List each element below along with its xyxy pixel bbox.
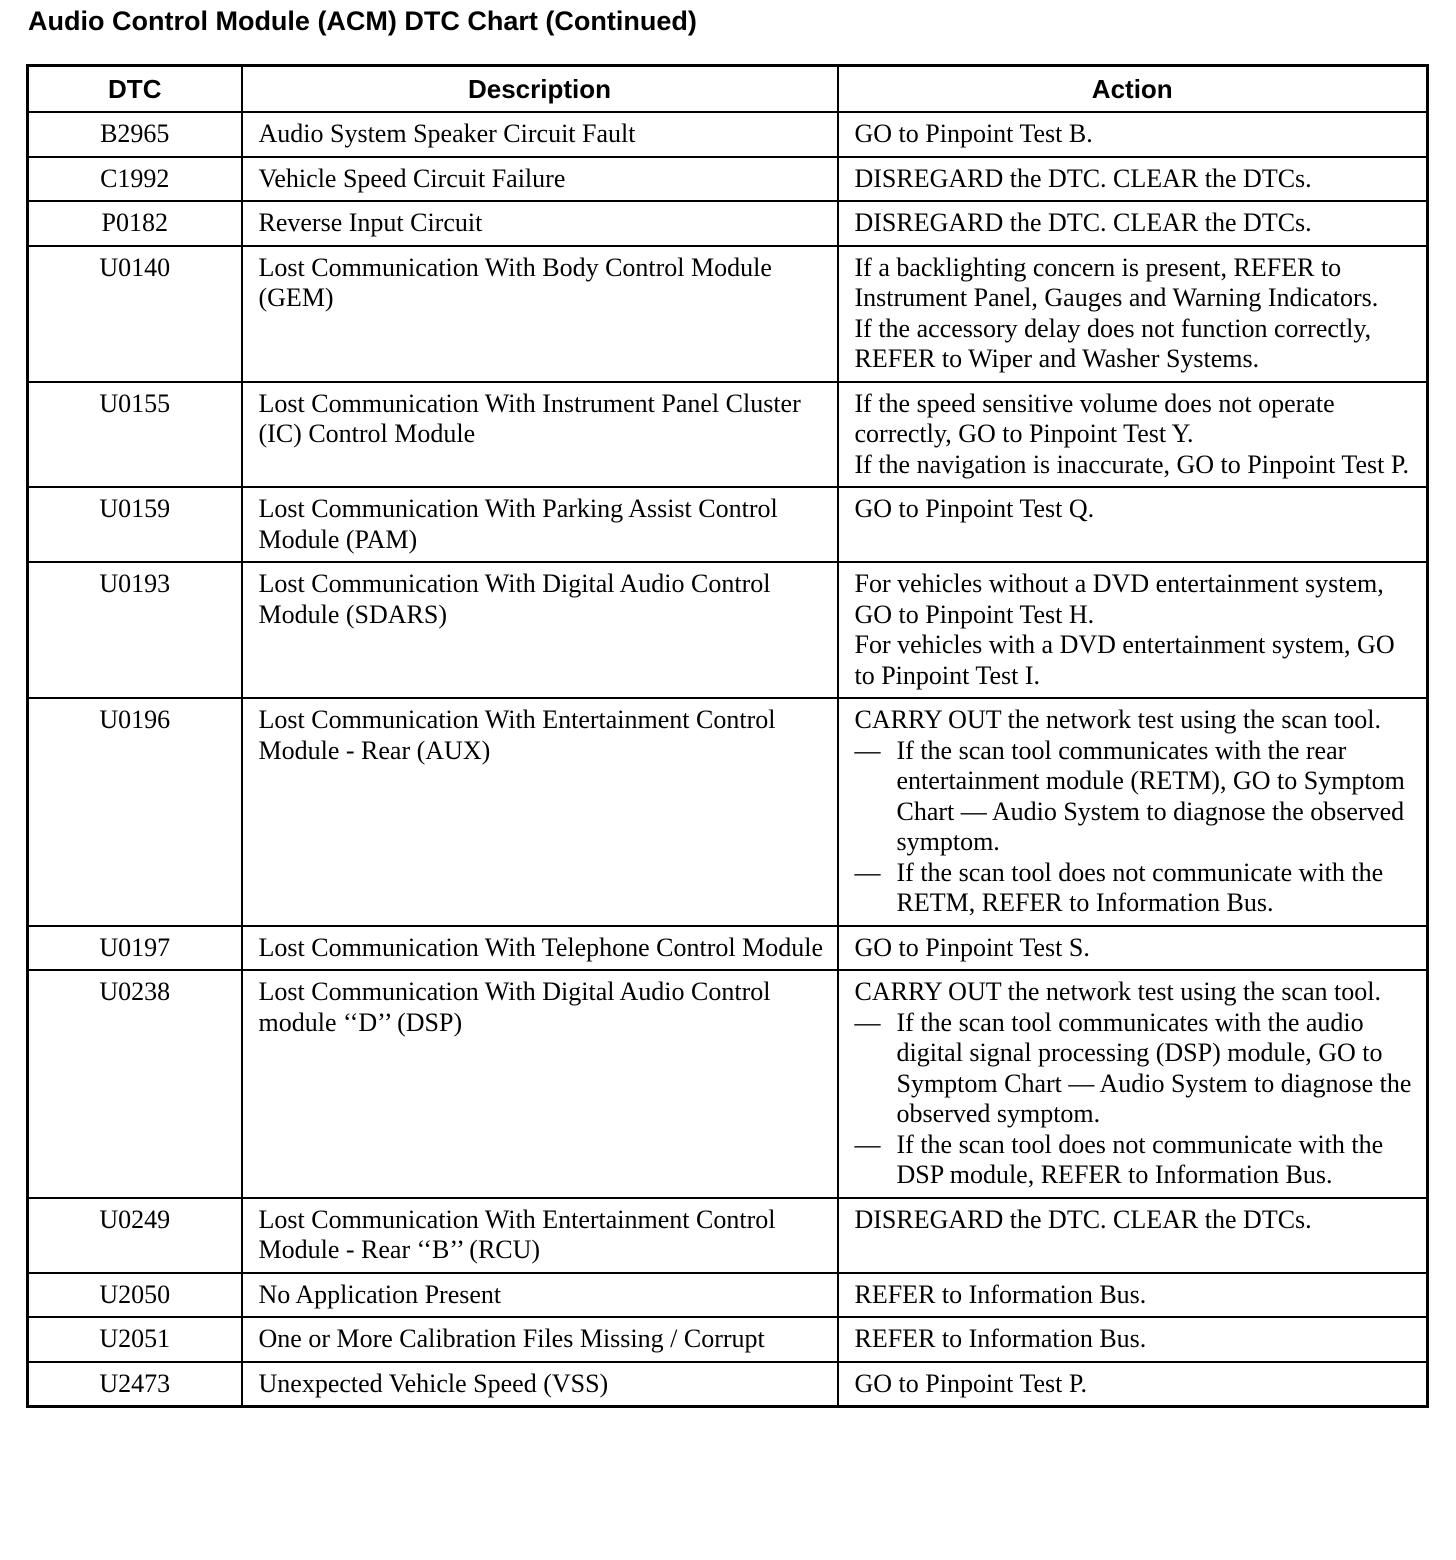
- dtc-action: [838, 246, 1428, 382]
- action-paragraph: DISREGARD the DTC. CLEAR the DTCs.: [854, 208, 1312, 237]
- dtc-code: U0238: [28, 970, 242, 1198]
- dtc-code: C1992: [28, 157, 242, 202]
- action-paragraph: If the navigation is inaccurate, GO to Pinpoint Test P.: [854, 449, 1409, 479]
- dtc-code: U2050: [28, 1273, 242, 1318]
- table-row: [28, 926, 1428, 971]
- table-row: [28, 562, 1428, 698]
- dtc-action: [838, 698, 1428, 926]
- action-paragraph: REFER to Information Bus.: [854, 1279, 1147, 1309]
- bullet-dash: —: [854, 857, 881, 887]
- table-row: [28, 1198, 1428, 1273]
- dtc-action: [838, 1317, 1428, 1362]
- dtc-code: U0155: [28, 382, 242, 488]
- dtc-action: [838, 487, 1428, 562]
- bullet-dash: —: [854, 735, 881, 765]
- action-bullet: [855, 736, 1419, 858]
- table-row: [28, 487, 1428, 562]
- dtc-code: U2473: [28, 1362, 242, 1407]
- table-body: [28, 112, 1428, 1407]
- dtc-action: [838, 970, 1428, 1198]
- action-paragraph: If the speed sensitive volume does not operate correctly, GO to Pinpoint Test Y.: [854, 388, 1335, 448]
- dtc-description: Lost Communication With Digital Audio Control Module (SDARS): [242, 562, 838, 698]
- dtc-code: U0193: [28, 562, 242, 698]
- dtc-action: [838, 562, 1428, 698]
- dtc-code: U0159: [28, 487, 242, 562]
- action-bullet: [855, 858, 1419, 919]
- action-paragraph: REFER to Information Bus.: [854, 1324, 1147, 1353]
- dtc-description: Lost Communication With Entertainment Control Module - Rear (AUX): [242, 698, 838, 926]
- bullet-text: If the scan tool does not communicate with the DSP module, REFER to Information Bus.: [896, 1129, 1384, 1189]
- header-action: Action: [838, 66, 1428, 113]
- dtc-description: Lost Communication With Telephone Control Module: [242, 926, 838, 971]
- dtc-description: Lost Communication With Instrument Panel Cluster (IC) Control Module: [242, 382, 838, 488]
- bullet-text: If the scan tool communicates with the rear entertainment module (RETM), GO to Symptom Chart — Audio System to diagnose the observed symptom.: [896, 735, 1405, 856]
- bullet-dash: —: [854, 1007, 881, 1037]
- table-row: [28, 1317, 1428, 1362]
- header-description: Description: [242, 66, 838, 113]
- table-row: [28, 246, 1428, 382]
- action-paragraph: If the accessory delay does not function correctly, REFER to Wiper and Washer Systems.: [854, 313, 1372, 373]
- action-paragraph: For vehicles with a DVD entertainment system, GO to Pinpoint Test I.: [854, 630, 1395, 690]
- dtc-code: B2965: [28, 112, 242, 157]
- dtc-action: [838, 926, 1428, 971]
- dtc-code: P0182: [28, 201, 242, 246]
- dtc-code: U0249: [28, 1198, 242, 1273]
- dtc-action: [838, 157, 1428, 202]
- dtc-action: [838, 1273, 1428, 1318]
- action-bullet: [855, 1008, 1419, 1130]
- dtc-description: Lost Communication With Parking Assist Control Module (PAM): [242, 487, 838, 562]
- dtc-description: Lost Communication With Entertainment Control Module - Rear ‘‘B’’ (RCU): [242, 1198, 838, 1273]
- table-row: [28, 201, 1428, 246]
- dtc-action: [838, 382, 1428, 488]
- dtc-description: Unexpected Vehicle Speed (VSS): [242, 1362, 838, 1407]
- dtc-code: U0140: [28, 246, 242, 382]
- action-paragraph: If a backlighting concern is present, REFER to Instrument Panel, Gauges and Warning Indicators.: [854, 252, 1379, 312]
- table-row: [28, 970, 1428, 1198]
- dtc-action: [838, 1362, 1428, 1407]
- table-row: [28, 157, 1428, 202]
- dtc-action: [838, 1198, 1428, 1273]
- dtc-code: U2051: [28, 1317, 242, 1362]
- dtc-description: Vehicle Speed Circuit Failure: [242, 157, 838, 202]
- dtc-action: [838, 201, 1428, 246]
- action-paragraph: GO to Pinpoint Test B.: [854, 119, 1093, 148]
- dtc-description: One or More Calibration Files Missing / Corrupt: [242, 1317, 838, 1362]
- dtc-description: Audio System Speaker Circuit Fault: [242, 112, 838, 157]
- action-paragraph: For vehicles without a DVD entertainment system, GO to Pinpoint Test H.: [854, 569, 1384, 629]
- bullet-text: If the scan tool communicates with the audio digital signal processing (DSP) module, GO to Symptom Chart — Audio System to diagnose the observed symptom.: [896, 1007, 1412, 1128]
- bullet-text: If the scan tool does not communicate with the RETM, REFER to Information Bus.: [896, 857, 1384, 917]
- action-paragraph: DISREGARD the DTC. CLEAR the DTCs.: [854, 163, 1312, 193]
- table-row: [28, 382, 1428, 488]
- dtc-table: [26, 64, 1429, 1408]
- action-bullet: [855, 1130, 1419, 1191]
- table-header-row: [28, 66, 1428, 113]
- page-title: Audio Control Module (ACM) DTC Chart (Continued): [28, 6, 697, 36]
- dtc-description: Lost Communication With Digital Audio Control module ‘‘D’’ (DSP): [242, 970, 838, 1198]
- action-paragraph: CARRY OUT the network test using the scan tool.: [854, 977, 1381, 1006]
- table-row: [28, 1362, 1428, 1407]
- action-paragraph: GO to Pinpoint Test S.: [854, 932, 1090, 962]
- table-row: [28, 112, 1428, 157]
- bullet-dash: —: [854, 1129, 881, 1159]
- table-row: [28, 698, 1428, 926]
- dtc-action: [838, 112, 1428, 157]
- dtc-code: U0197: [28, 926, 242, 971]
- header-dtc: DTC: [28, 66, 242, 113]
- dtc-description: Reverse Input Circuit: [242, 201, 838, 246]
- table-row: [28, 1273, 1428, 1318]
- action-paragraph: GO to Pinpoint Test P.: [854, 1368, 1087, 1398]
- action-paragraph: CARRY OUT the network test using the scan tool.: [854, 705, 1381, 734]
- action-paragraph: DISREGARD the DTC. CLEAR the DTCs.: [854, 1204, 1312, 1234]
- dtc-description: No Application Present: [242, 1273, 838, 1318]
- action-paragraph: GO to Pinpoint Test Q.: [854, 494, 1095, 523]
- dtc-description: Lost Communication With Body Control Module (GEM): [242, 246, 838, 382]
- dtc-code: U0196: [28, 698, 242, 926]
